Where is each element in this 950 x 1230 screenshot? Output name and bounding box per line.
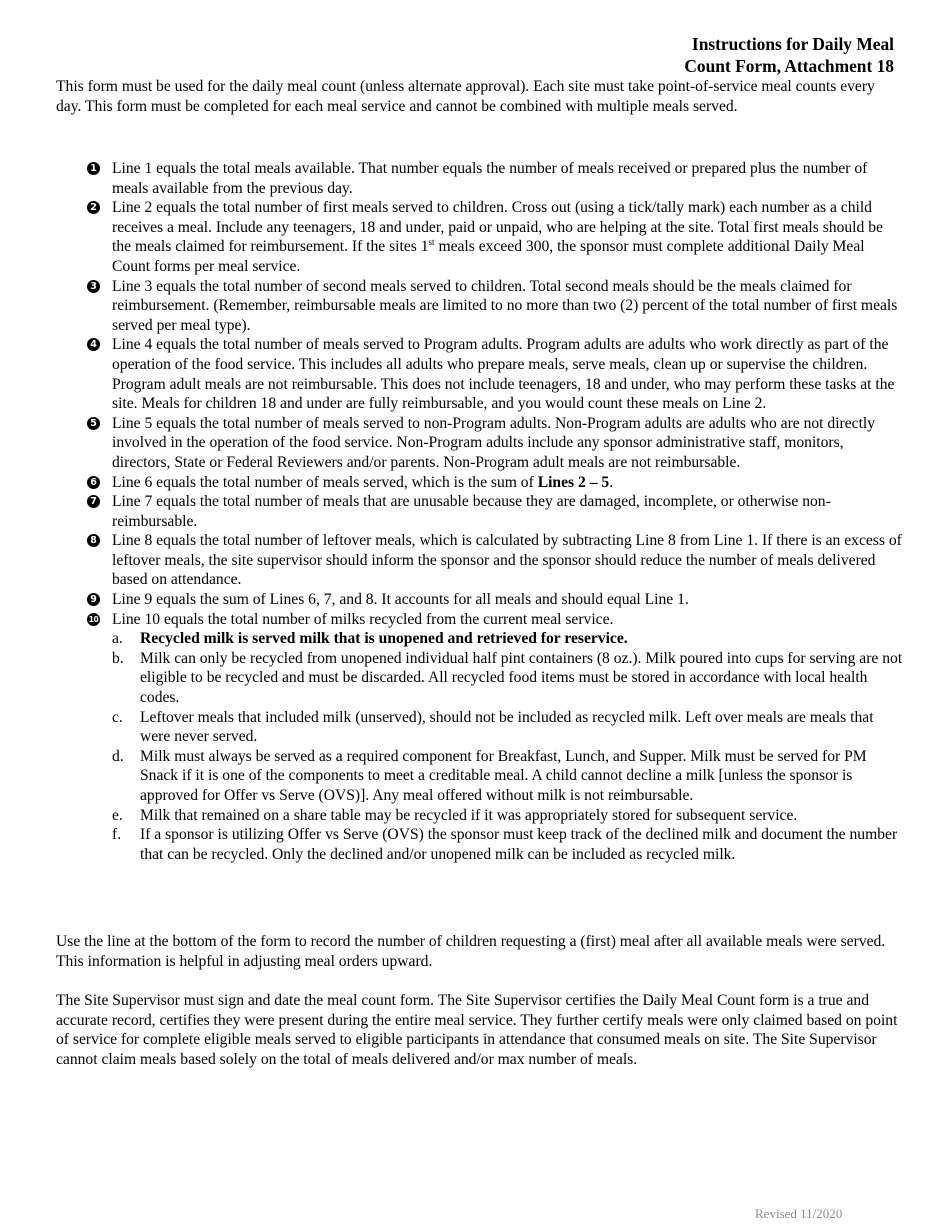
milk-item-f-text: If a sponsor is utilizing Offer vs Serve (OVS) the sponsor must keep track of the declined milk and document the number that can be recycled. Only the declined and/or unopened milk can be included as recycled milk. (140, 826, 898, 863)
unserved-children-paragraph: Use the line at the bottom of the form to record the number of children requesting a (first) meal after all available meals were served. This information is helpful in adjusting meal orders upward. (56, 933, 886, 970)
milk-item-b-text: Milk can only be recycled from unopened individual half pint containers (8 oz.). Milk poured into cups for serving are not eligible to be recycled and must be discarded. All recycled food items must be stored in accordance with local health codes. (140, 649, 903, 707)
number-9-icon: 9 (87, 593, 100, 606)
milk-item-c-text: Leftover meals that included milk (unserved), should not be included as recycled milk. Left over meals are meals that were never served. (140, 708, 874, 746)
line-item-6 (56, 473, 904, 493)
line-6-text-part2: . (609, 473, 614, 491)
line-item-7 (56, 492, 904, 531)
line-item-4 (56, 335, 904, 413)
milk-item-a (112, 629, 904, 649)
revision-date: Revised 11/2020 (755, 1206, 843, 1221)
line-9-text: Line 9 equals the sum of Lines 6, 7, and 8. It accounts for all meals and should equal Line 1. (112, 591, 689, 609)
milk-item-e-letter: e. (112, 806, 123, 824)
line-7-text: Line 7 equals the total number of meals that are unusable because they are damaged, incomplete, or otherwise non-reimbursable. (112, 493, 831, 530)
number-1-icon: 1 (87, 162, 100, 175)
number-2-icon: 2 (87, 201, 100, 214)
number-5-icon: 5 (87, 417, 100, 430)
milk-item-d (112, 747, 904, 806)
milk-item-c (112, 708, 904, 747)
milk-item-c-letter: c. (112, 708, 123, 726)
intro-paragraph: This form must be used for the daily meal count (unless alternate approval). Each site must take point-of-service meal counts every day. This form must be completed for each meal service and cannot be combined with multiple meals served. (56, 78, 875, 115)
line-5-text: Line 5 equals the total number of meals served to non-Program adults. Non-Program adults are adults who are not directly involved in the operation of the food service. Non-Program adults include any sponsor administrative staff, monitors, directors, State or Federal Reviewers and/or parents. Non-Program adult meals are not reimbursable. (112, 414, 876, 471)
line-6-bold-text: Lines 2 – 5 (537, 473, 610, 491)
line-item-5 (56, 414, 904, 473)
line-item-9 (56, 590, 904, 610)
milk-recycling-list (112, 629, 904, 864)
number-7-icon: 7 (87, 495, 100, 508)
line-item-3 (56, 277, 904, 336)
number-3-icon: 3 (87, 280, 100, 293)
milk-item-d-letter: d. (112, 747, 124, 765)
line-item-10 (56, 610, 904, 865)
line-2-superscript: st (428, 237, 435, 248)
milk-item-e (112, 806, 904, 826)
line-3-text: Line 3 equals the total number of second meals served to children. Total second meals should be the meals claimed for reimbursement. (Remember, reimbursable meals are limited to no more than two (2) percent of the total number of first meals served per meal type). (112, 277, 898, 334)
milk-item-b-letter: b. (112, 649, 124, 667)
line-8-text: Line 8 equals the total number of leftover meals, which is calculated by subtracting Line 8 from Line 1. If there is an excess of leftover meals, the site supervisor should inform the sponsor and the sponsor should reduce the number of meals delivered based on attendance. (112, 532, 902, 589)
milk-item-d-text: Milk must always be served as a required component for Breakfast, Lunch, and Supper. Milk must be served for PM Snack if it is one of the components to meet a creditable meal. A child cannot decline a milk [unless the sponsor is approved for Offer vs Serve (OVS)]. Any meal offered without milk is not reimbursable. (140, 747, 867, 804)
number-8-icon: 8 (87, 534, 100, 547)
line-instructions-list (56, 159, 904, 864)
title-line-1: Instructions for Daily Meal (691, 34, 894, 54)
line-6-text-part1: Line 6 equals the total number of meals served, which is the sum of (112, 473, 538, 491)
number-10-icon: 10 (88, 614, 99, 624)
milk-item-e-text: Milk that remained on a share table may be recycled if it was appropriately stored for subsequent service. (140, 806, 798, 824)
milk-item-f-letter: f. (112, 826, 122, 844)
line-2-text-part2: meals exceed 300, the sponsor must complete additional Daily Meal Count forms per meal service. (112, 238, 865, 275)
line-1-text: Line 1 equals the total meals available. That number equals the number of meals received or prepared plus the number of meals available from the previous day. (112, 160, 868, 197)
page-title (684, 34, 894, 77)
milk-item-a-text: Recycled milk is served milk that is unopened and retrieved for reservice. (140, 630, 628, 648)
line-item-1 (56, 159, 904, 198)
number-6-icon: 6 (87, 476, 100, 489)
line-10-text: Line 10 equals the total number of milks recycled from the current meal service. (112, 610, 614, 628)
milk-item-a-letter: a. (112, 630, 123, 648)
title-line-2: Count Form, Attachment 18 (684, 55, 894, 76)
milk-item-f (112, 825, 904, 864)
supervisor-certification-paragraph: The Site Supervisor must sign and date the meal count form. The Site Supervisor certifies the Daily Meal Count form is a true and accurate record, certifies they were present during the entire meal service. They further certify meals were only claimed based on point of service for complete eligible meals served to eligible participants in attendance that consumed meals on site. The Site Supervisor cannot claim meals based solely on the total of meals delivered and/or max number of meals. (56, 992, 898, 1068)
line-item-2 (56, 198, 904, 276)
line-4-text: Line 4 equals the total number of meals served to Program adults. Program adults are adults who work directly as part of the operation of the food service. This includes all adults who prepare meals, serve meals, clean up or supervise the children. Program adult meals are not reimbursable. This does not include teenagers, 18 and under, who may perform these tasks at the site. Meals for children 18 and under are fully reimbursable, and you would count these meals on Line 2. (112, 336, 895, 413)
number-4-icon: 4 (87, 338, 100, 351)
milk-item-b (112, 649, 904, 708)
line-2-text-part1: Line 2 equals the total number of first meals served to children. Cross out (using a tick/tally mark) each number as a child receives a meal. Include any teenagers, 18 and under, paid or unpaid, who are helping at the site. Total first meals should be the meals claimed for reimbursement. If the sites 1 (112, 199, 883, 256)
line-item-8 (56, 531, 904, 590)
